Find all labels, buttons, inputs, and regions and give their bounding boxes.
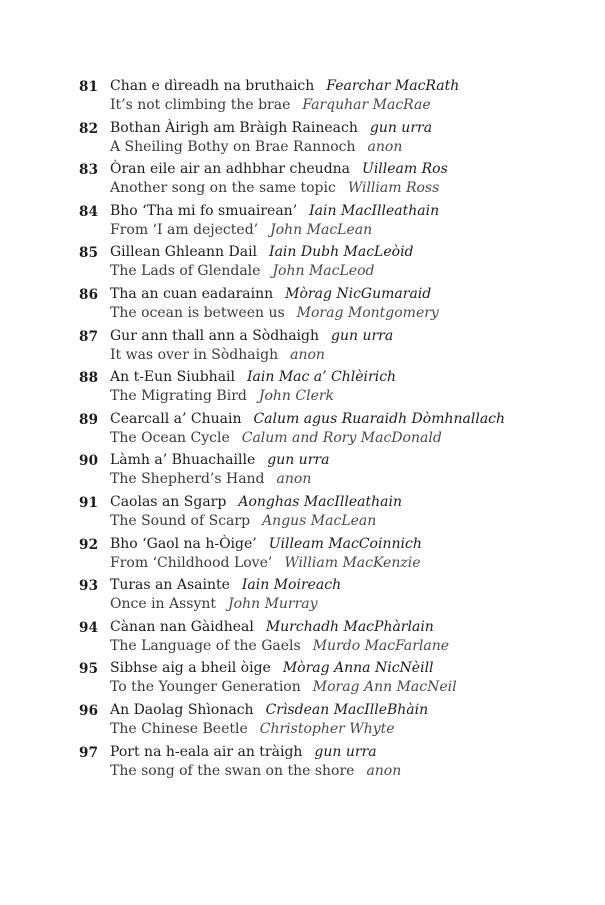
gaelic-author: Iain Mac a’ Chlèirich — [247, 369, 397, 386]
gaelic-line — [110, 535, 422, 553]
gaelic-line — [110, 493, 402, 511]
english-line — [110, 512, 376, 530]
gaelic-title: An t-Eun Siubhail — [110, 369, 236, 386]
gaelic-line — [110, 285, 431, 303]
entry-number: 82 — [79, 120, 99, 137]
gaelic-title: Gur ann thall ann a Sòdhaigh — [110, 327, 319, 344]
english-author: Morag Ann MacNeil — [312, 679, 457, 696]
contents-entry — [0, 576, 605, 618]
gaelic-author: gun urra — [331, 327, 394, 344]
gaelic-line — [110, 368, 396, 386]
contents-entry — [0, 285, 605, 327]
english-author: John Murray — [228, 596, 318, 613]
gaelic-line — [110, 410, 505, 428]
gaelic-author: Murchadh MacPhàrlain — [265, 618, 434, 635]
gaelic-line — [110, 743, 377, 761]
gaelic-author: Calum agus Ruaraidh Dòmhnallach — [253, 410, 506, 427]
entry-number: 81 — [79, 79, 99, 95]
gaelic-author: Iain MacIlleathain — [309, 202, 440, 219]
gaelic-line — [110, 119, 432, 137]
entry-number: 84 — [79, 203, 99, 220]
english-line — [110, 720, 395, 738]
gaelic-title: Chan e dìreadh na bruthaich — [110, 78, 315, 94]
gaelic-title: Tha an cuan eadarainn — [110, 285, 274, 302]
english-line — [110, 429, 442, 447]
contents-entry — [0, 493, 605, 535]
contents-entry — [0, 659, 605, 701]
contents-entry — [0, 77, 605, 119]
english-title: Once in Assynt — [110, 596, 217, 613]
contents-entry — [0, 701, 605, 743]
english-line — [110, 678, 457, 696]
english-line — [110, 554, 420, 572]
gaelic-author: Iain Dubh MacLeòid — [269, 244, 414, 261]
contents-entry — [0, 160, 605, 202]
entry-number: 89 — [79, 411, 99, 428]
entry-number: 95 — [79, 661, 99, 678]
english-author: anon — [366, 762, 402, 779]
contents-entry — [0, 451, 605, 493]
english-line — [110, 595, 318, 613]
gaelic-author: Fearchar MacRath — [326, 78, 460, 94]
gaelic-title: Sibhse aig a bheil òige — [110, 660, 271, 677]
english-author: Farquhar MacRae — [302, 97, 431, 113]
contents-entry — [0, 327, 605, 369]
gaelic-author: Uilleam MacCoinnich — [268, 535, 422, 552]
english-title: A Sheiling Bothy on Brae Rannoch — [110, 138, 356, 155]
english-author: anon — [290, 346, 325, 363]
english-title: The Sound of Scarp — [110, 512, 251, 529]
entry-number: 96 — [79, 702, 99, 719]
entry-number: 92 — [79, 536, 99, 553]
english-line — [110, 470, 311, 488]
gaelic-author: gun urra — [314, 743, 377, 760]
english-line — [110, 637, 449, 655]
english-line — [110, 262, 374, 280]
gaelic-title: Bothan Àirigh am Bràigh Raineach — [110, 119, 358, 136]
contents-list — [0, 77, 605, 784]
english-title: It was over in Sòdhaigh — [110, 346, 279, 363]
entry-number: 94 — [79, 619, 99, 636]
gaelic-line — [110, 327, 393, 345]
english-author: Angus MacLean — [262, 512, 377, 529]
gaelic-author: gun urra — [369, 119, 433, 136]
gaelic-author: Mòrag NicGumaraid — [285, 285, 432, 302]
english-author: William MacKenzie — [284, 554, 421, 571]
english-author: anon — [276, 471, 312, 488]
english-line — [110, 96, 431, 114]
english-title: From ‘I am dejected’ — [110, 221, 259, 238]
english-author: John MacLeod — [272, 263, 375, 280]
english-title: The Migrating Bird — [110, 388, 247, 405]
gaelic-line — [110, 77, 459, 95]
entry-number: 88 — [79, 370, 99, 387]
english-title: The Chinese Beetle — [110, 720, 248, 737]
gaelic-line — [110, 659, 434, 677]
gaelic-line — [110, 451, 329, 469]
contents-entry — [0, 535, 605, 577]
gaelic-title: An Daolag Shìonach — [110, 701, 254, 718]
gaelic-author: Iain Moireach — [241, 577, 342, 594]
contents-entry — [0, 743, 605, 785]
english-title: The Shepherd’s Hand — [110, 471, 265, 488]
gaelic-author: Mòrag Anna NicNèill — [282, 660, 434, 677]
gaelic-title: Caolas an Sgarp — [110, 493, 227, 510]
english-author: John MacLean — [270, 221, 373, 238]
gaelic-line — [110, 701, 428, 719]
english-author: John Clerk — [258, 388, 335, 405]
entry-number: 86 — [79, 286, 99, 303]
entry-number: 91 — [79, 494, 99, 511]
contents-entry — [0, 243, 605, 285]
english-title: The ocean is between us — [110, 304, 285, 321]
entry-number: 83 — [79, 162, 99, 179]
english-title: The Lads of Glendale — [110, 263, 261, 280]
english-line — [110, 304, 439, 322]
gaelic-title: Bho ‘Tha mi fo smuairean’ — [110, 202, 298, 219]
gaelic-line — [110, 576, 341, 594]
english-title: From ‘Childhood Love’ — [110, 554, 273, 571]
gaelic-title: Cearcall a’ Chuain — [110, 410, 242, 427]
gaelic-title: Bho ‘Gaol na h-Òige’ — [110, 535, 257, 552]
english-author: anon — [367, 138, 403, 155]
contents-entry — [0, 410, 605, 452]
entry-number: 93 — [79, 578, 99, 595]
gaelic-author: Aonghas MacIlleathain — [238, 493, 402, 510]
gaelic-author: Uilleam Ros — [362, 161, 448, 178]
english-title: The song of the swan on the shore — [110, 762, 355, 779]
english-author: Morag Montgomery — [296, 304, 439, 321]
entry-number: 85 — [79, 245, 99, 262]
english-title: To the Younger Generation — [110, 679, 301, 696]
english-author: Calum and Rory MacDonald — [241, 429, 442, 446]
gaelic-author: gun urra — [267, 452, 330, 469]
contents-entry — [0, 202, 605, 244]
entry-number: 90 — [79, 453, 99, 470]
english-line — [110, 762, 401, 780]
gaelic-title: Òran eile air an adhbhar cheudna — [110, 161, 351, 178]
gaelic-line — [110, 202, 439, 220]
entry-number: 97 — [79, 744, 99, 761]
gaelic-author: Crìsdean MacIlleBhàin — [265, 701, 429, 718]
english-line — [110, 346, 325, 364]
gaelic-line — [110, 243, 414, 261]
contents-entry — [0, 368, 605, 410]
english-author: Christopher Whyte — [259, 720, 395, 737]
gaelic-line — [110, 618, 434, 636]
english-line — [110, 138, 402, 156]
gaelic-title: Làmh a’ Bhuachaille — [110, 452, 256, 469]
english-author: Murdo MacFarlane — [312, 637, 450, 654]
english-author: William Ross — [347, 180, 440, 197]
english-title: The Ocean Cycle — [110, 429, 230, 446]
gaelic-title: Gillean Ghleann Dail — [110, 244, 258, 261]
english-line — [110, 179, 439, 197]
entry-number: 87 — [79, 328, 99, 345]
english-title: It’s not climbing the brae — [110, 97, 291, 113]
gaelic-title: Cànan nan Gàidheal — [110, 618, 254, 635]
contents-entry — [0, 618, 605, 660]
gaelic-line — [110, 160, 448, 178]
english-line — [110, 387, 334, 405]
gaelic-title: Port na h-eala air an tràigh — [110, 743, 303, 760]
english-line — [110, 221, 372, 239]
english-title: The Language of the Gaels — [110, 637, 301, 654]
english-title: Another song on the same topic — [110, 180, 336, 197]
gaelic-title: Turas an Asainte — [110, 577, 230, 594]
contents-entry — [0, 119, 605, 161]
